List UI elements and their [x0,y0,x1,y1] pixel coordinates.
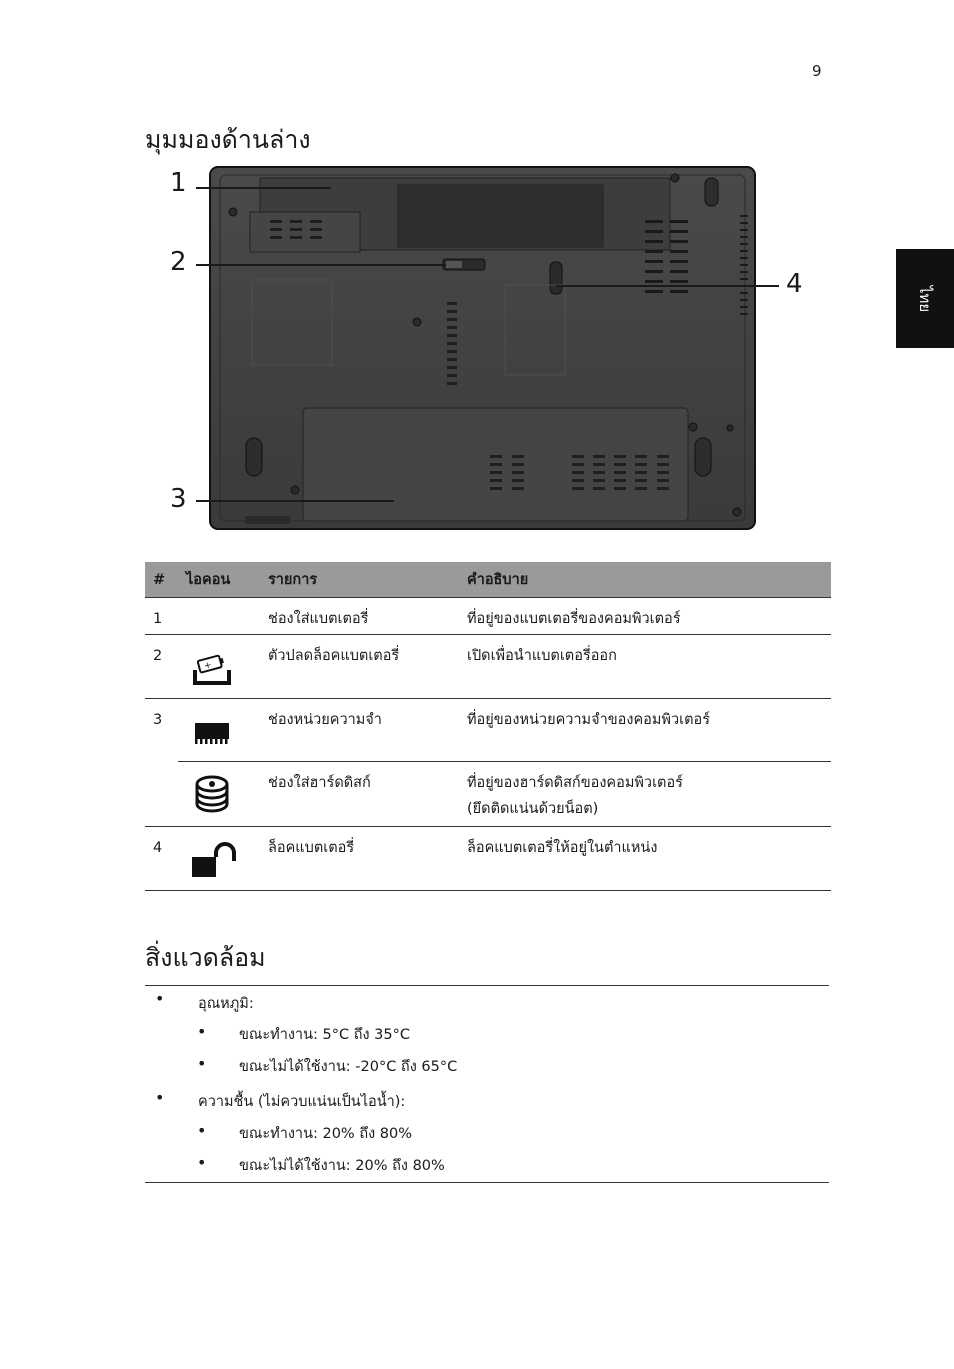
section-title-environment: สิ่งแวดล้อม [145,943,266,972]
env-subitem: ขณะไม่ได้ใช้งาน: 20% ถึง 80% [239,1158,445,1174]
header-description: คำอธิบาย [459,562,831,598]
callout-3: 3 [170,484,187,514]
language-tab-label: ไทย [915,285,934,312]
row-icon-cell [178,827,260,891]
callout-line-1 [196,187,331,189]
svg-text:+: + [203,660,213,672]
table-row [145,827,831,891]
row-item: ล็อคแบตเตอรี่ [260,827,459,891]
row-item: ช่องใส่แบตเตอรี่ [260,598,459,635]
lock-open-icon [188,841,240,881]
page-number: 9 [812,62,822,80]
header-number: # [145,562,178,598]
callout-2: 2 [170,247,187,277]
laptop-bottom-figure [160,160,810,535]
row-number: 3 [145,699,178,827]
bottom-view-table [145,562,831,891]
row-description-text: ที่อยู่ของหน่วยความจำของคอมพิวเตอร์ [467,712,710,728]
callout-1: 1 [170,168,187,198]
header-item: รายการ [260,562,459,598]
battery-release-icon [192,653,232,687]
table-header-row [145,562,831,598]
row-item: ช่องหน่วยความจำ [260,699,459,762]
table-row [145,598,831,635]
env-subitem: ขณะไม่ได้ใช้งาน: -20°C ถึง 65°C [239,1059,458,1075]
row-number: 1 [145,598,178,635]
row-description [459,598,831,635]
table-row [145,699,831,762]
row-number: 4 [145,827,178,891]
row-description-text: ที่อยู่ของแบตเตอรี่ของคอมพิวเตอร์ [467,611,681,627]
row-icon-cell [178,699,260,762]
bullet: • [197,1121,207,1140]
row-icon-cell [178,635,260,699]
table-row [145,762,831,827]
hard-disk-icon [192,774,232,814]
row-number: 2 [145,635,178,699]
table-row [145,635,831,699]
row-description [459,827,831,891]
env-subitem: ขณะทำงาน: 5°C ถึง 35°C [239,1027,410,1043]
callout-line-2 [196,264,446,266]
row-item: ช่องใส่ฮาร์ดดิสก์ [260,762,459,827]
bullet: • [197,1022,207,1041]
row-description [459,762,831,827]
row-description-note: (ยึดติดแน่นด้วยน็อต) [467,801,599,817]
row-description [459,635,831,699]
env-subitem: ขณะทำงาน: 20% ถึง 80% [239,1126,413,1142]
row-description-text: ล็อคแบตเตอรี่ให้อยู่ในตำแหน่ง [467,840,658,856]
callout-4: 4 [786,269,803,299]
callout-line-4 [556,285,779,287]
env-item-temperature: อุณหภูมิ: [198,996,254,1012]
bullet: • [155,989,165,1008]
laptop-bottom-illustration [160,160,810,535]
env-item-humidity: ความชื้น (ไม่ควบแน่นเป็นไอน้ำ): [198,1094,406,1110]
callout-line-3 [196,500,394,502]
bullet: • [197,1054,207,1073]
environment-list [145,985,829,1183]
row-item: ตัวปลดล็อคแบตเตอรี่ [260,635,459,699]
bullet: • [197,1153,207,1172]
row-icon-cell [178,598,260,635]
memory-icon [192,719,232,749]
header-icon: ไอคอน [178,562,260,598]
bullet: • [155,1088,165,1107]
section-title-bottom-view: มุมมองด้านล่าง [145,125,311,154]
language-tab [896,249,954,348]
row-description-text: เปิดเพื่อนำแบตเตอรี่ออก [467,648,617,664]
row-description-text: ที่อยู่ของฮาร์ดดิสก์ของคอมพิวเตอร์ [467,775,683,791]
row-icon-cell [178,762,260,827]
row-description [459,699,831,762]
